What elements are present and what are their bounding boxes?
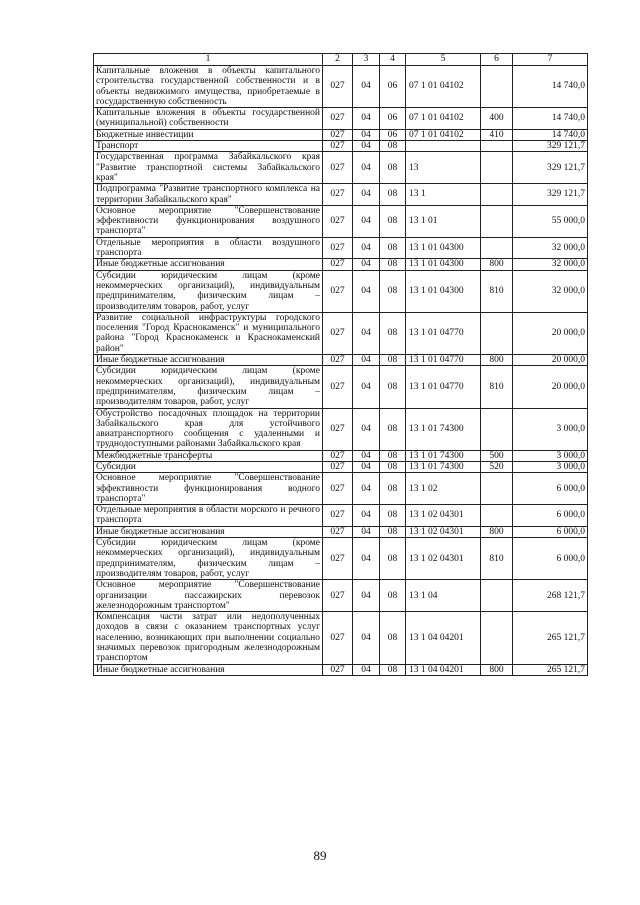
table-row	[94, 152, 588, 184]
table-row	[94, 66, 588, 108]
cell-subsection: 08	[380, 312, 406, 354]
cell-section: 04	[353, 580, 380, 612]
table-row	[94, 612, 588, 664]
cell-amount: 268 121,7	[513, 580, 588, 612]
cell-subsection: 08	[380, 461, 406, 472]
page-number: 89	[313, 848, 327, 863]
cell-name: Субсидии юридическим лицам (кроме некоммерческих организаций), индивидуальным предпринимателям, физическим лицам – производителям товаров, работ, услуг	[94, 366, 323, 408]
cell-amount: 329 121,7	[513, 184, 588, 206]
cell-subsection: 08	[380, 505, 406, 527]
table-row	[94, 366, 588, 408]
table-row	[94, 450, 588, 461]
cell-expense-type: 810	[481, 366, 513, 408]
cell-section: 04	[353, 270, 380, 312]
cell-amount: 20 000,0	[513, 312, 588, 354]
cell-admin-code: 027	[323, 580, 353, 612]
table-row	[94, 408, 588, 450]
table-row	[94, 259, 588, 270]
cell-admin-code: 027	[323, 473, 353, 505]
cell-section: 04	[353, 205, 380, 237]
cell-admin-code: 027	[323, 141, 353, 152]
cell-subsection: 08	[380, 366, 406, 408]
column-header-7: 7	[513, 54, 588, 66]
cell-expense-type	[481, 237, 513, 259]
cell-amount: 32 000,0	[513, 259, 588, 270]
cell-name: Государственная программа Забайкальского края "Развитие транспортной системы Забайкальского края"	[94, 152, 323, 184]
cell-admin-code: 027	[323, 312, 353, 354]
cell-name: Основное мероприятие "Совершенствование эффективности функционирования водного транспорта"	[94, 473, 323, 505]
cell-section: 04	[353, 612, 380, 664]
cell-amount: 3 000,0	[513, 408, 588, 450]
cell-expense-type	[481, 66, 513, 108]
table-row	[94, 580, 588, 612]
column-header-4: 4	[380, 54, 406, 66]
cell-name: Субсидии юридическим лицам (кроме некоммерческих организаций), индивидуальным предпринимателям, физическим лицам – производителям товаров, работ, услуг	[94, 270, 323, 312]
table-row	[94, 108, 588, 130]
cell-subsection: 08	[380, 184, 406, 206]
cell-name: Иные бюджетные ассигнования	[94, 664, 323, 675]
cell-section: 04	[353, 505, 380, 527]
cell-expense-type: 500	[481, 450, 513, 461]
table-row	[94, 664, 588, 675]
cell-admin-code: 027	[323, 538, 353, 580]
cell-amount: 6 000,0	[513, 526, 588, 537]
cell-name: Подпрограмма "Развитие транспортного комплекса на территории Забайкальского края"	[94, 184, 323, 206]
cell-name: Основное мероприятие "Совершенствование организации пассажирских перевозок железнодорожным транспортом"	[94, 580, 323, 612]
table-row	[94, 237, 588, 259]
cell-section: 04	[353, 366, 380, 408]
cell-expense-type	[481, 505, 513, 527]
cell-target-article: 07 1 01 04102	[406, 129, 481, 140]
cell-amount: 32 000,0	[513, 270, 588, 312]
cell-section: 04	[353, 141, 380, 152]
cell-amount: 329 121,7	[513, 152, 588, 184]
cell-amount: 329 121,7	[513, 141, 588, 152]
cell-section: 04	[353, 538, 380, 580]
cell-target-article: 13	[406, 152, 481, 184]
cell-name: Субсидии	[94, 461, 323, 472]
cell-section: 04	[353, 237, 380, 259]
cell-expense-type	[481, 205, 513, 237]
cell-subsection: 08	[380, 612, 406, 664]
cell-target-article: 07 1 01 04102	[406, 108, 481, 130]
cell-admin-code: 027	[323, 270, 353, 312]
cell-expense-type: 800	[481, 355, 513, 366]
cell-subsection: 06	[380, 108, 406, 130]
table-row	[94, 505, 588, 527]
cell-subsection: 06	[380, 66, 406, 108]
cell-amount: 6 000,0	[513, 538, 588, 580]
cell-target-article: 13 1 01 74300	[406, 461, 481, 472]
cell-target-article: 13 1 02 04301	[406, 505, 481, 527]
cell-subsection: 08	[380, 450, 406, 461]
cell-subsection: 08	[380, 152, 406, 184]
cell-name: Иные бюджетные ассигнования	[94, 355, 323, 366]
cell-admin-code: 027	[323, 355, 353, 366]
cell-expense-type	[481, 152, 513, 184]
table-row	[94, 184, 588, 206]
cell-target-article: 13 1 02 04301	[406, 526, 481, 537]
table-row	[94, 526, 588, 537]
cell-section: 04	[353, 312, 380, 354]
cell-target-article: 13 1 04	[406, 580, 481, 612]
cell-name: Компенсация части затрат или недополученных доходов в связи с оказанием транспортных услуг населению, возникающих при выполнении социально значимых перевозок пригородным железнодорожным транспортом	[94, 612, 323, 664]
cell-subsection: 08	[380, 259, 406, 270]
table-row	[94, 538, 588, 580]
table-row	[94, 473, 588, 505]
cell-admin-code: 027	[323, 664, 353, 675]
cell-admin-code: 027	[323, 526, 353, 537]
cell-subsection: 08	[380, 664, 406, 675]
cell-name: Иные бюджетные ассигнования	[94, 259, 323, 270]
cell-target-article: 13 1 01 04300	[406, 270, 481, 312]
cell-expense-type	[481, 612, 513, 664]
table-row	[94, 141, 588, 152]
cell-admin-code: 027	[323, 66, 353, 108]
cell-name: Иные бюджетные ассигнования	[94, 526, 323, 537]
cell-section: 04	[353, 129, 380, 140]
cell-admin-code: 027	[323, 461, 353, 472]
cell-amount: 55 000,0	[513, 205, 588, 237]
cell-expense-type: 800	[481, 526, 513, 537]
cell-subsection: 08	[380, 355, 406, 366]
cell-section: 04	[353, 259, 380, 270]
cell-amount: 20 000,0	[513, 366, 588, 408]
cell-admin-code: 027	[323, 184, 353, 206]
cell-section: 04	[353, 408, 380, 450]
cell-name: Капитальные вложения в объекты государственной (муниципальной) собственности	[94, 108, 323, 130]
table-row	[94, 355, 588, 366]
cell-name: Бюджетные инвестиции	[94, 129, 323, 140]
cell-subsection: 08	[380, 141, 406, 152]
cell-admin-code: 027	[323, 408, 353, 450]
cell-subsection: 08	[380, 526, 406, 537]
cell-expense-type: 800	[481, 664, 513, 675]
cell-expense-type	[481, 312, 513, 354]
cell-section: 04	[353, 461, 380, 472]
cell-admin-code: 027	[323, 205, 353, 237]
cell-target-article: 13 1 01 04300	[406, 237, 481, 259]
cell-section: 04	[353, 355, 380, 366]
table-row	[94, 461, 588, 472]
column-header-2: 2	[323, 54, 353, 66]
cell-expense-type: 520	[481, 461, 513, 472]
cell-expense-type	[481, 473, 513, 505]
cell-target-article: 13 1 02	[406, 473, 481, 505]
cell-expense-type	[481, 580, 513, 612]
cell-target-article: 13 1 01	[406, 205, 481, 237]
column-header-1: 1	[94, 54, 323, 66]
cell-expense-type	[481, 184, 513, 206]
cell-subsection: 08	[380, 580, 406, 612]
cell-target-article: 13 1 04 04201	[406, 612, 481, 664]
cell-target-article: 13 1	[406, 184, 481, 206]
cell-expense-type: 800	[481, 259, 513, 270]
cell-expense-type: 400	[481, 108, 513, 130]
cell-admin-code: 027	[323, 259, 353, 270]
cell-admin-code: 027	[323, 450, 353, 461]
cell-target-article: 13 1 01 74300	[406, 450, 481, 461]
cell-name: Транспорт	[94, 141, 323, 152]
table-row	[94, 129, 588, 140]
cell-name: Капитальные вложения в объекты капитального строительства государственной собственности и в объекты недвижимого имущества, приобретаемые в государственную собственность	[94, 66, 323, 108]
cell-name: Основное мероприятие "Совершенствование эффективности функционирования воздушного транспорта"	[94, 205, 323, 237]
cell-section: 04	[353, 152, 380, 184]
cell-amount: 14 740,0	[513, 108, 588, 130]
table-row	[94, 312, 588, 354]
cell-target-article: 07 1 01 04102	[406, 66, 481, 108]
cell-amount: 3 000,0	[513, 450, 588, 461]
cell-section: 04	[353, 473, 380, 505]
cell-amount: 265 121,7	[513, 612, 588, 664]
cell-amount: 6 000,0	[513, 505, 588, 527]
cell-expense-type: 410	[481, 129, 513, 140]
cell-amount: 20 000,0	[513, 355, 588, 366]
cell-target-article: 13 1 01 04770	[406, 355, 481, 366]
cell-target-article	[406, 141, 481, 152]
cell-target-article: 13 1 02 04301	[406, 538, 481, 580]
cell-subsection: 08	[380, 237, 406, 259]
cell-section: 04	[353, 450, 380, 461]
cell-name: Отдельные мероприятия в области воздушного транспорта	[94, 237, 323, 259]
cell-admin-code: 027	[323, 129, 353, 140]
cell-admin-code: 027	[323, 612, 353, 664]
cell-amount: 14 740,0	[513, 66, 588, 108]
table-header-row	[94, 54, 588, 66]
budget-table	[93, 53, 588, 676]
cell-section: 04	[353, 66, 380, 108]
cell-subsection: 08	[380, 408, 406, 450]
cell-admin-code: 027	[323, 152, 353, 184]
cell-admin-code: 027	[323, 366, 353, 408]
cell-target-article: 13 1 01 74300	[406, 408, 481, 450]
cell-amount: 6 000,0	[513, 473, 588, 505]
cell-admin-code: 027	[323, 237, 353, 259]
column-header-6: 6	[481, 54, 513, 66]
cell-name: Обустройство посадочных площадок на территории Забайкальского края для устойчивого авиатранспортного сообщения с удаленными и труднодоступными районами Забайкальского края	[94, 408, 323, 450]
cell-expense-type	[481, 408, 513, 450]
cell-section: 04	[353, 664, 380, 675]
cell-name: Отдельные мероприятия в области морского и речного транспорта	[94, 505, 323, 527]
cell-target-article: 13 1 04 04201	[406, 664, 481, 675]
cell-amount: 14 740,0	[513, 129, 588, 140]
cell-amount: 32 000,0	[513, 237, 588, 259]
cell-name: Субсидии юридическим лицам (кроме некоммерческих организаций), индивидуальным предпринимателям, физическим лицам – производителям товаров, работ, услуг	[94, 538, 323, 580]
cell-section: 04	[353, 526, 380, 537]
cell-name: Межбюджетные трансферты	[94, 450, 323, 461]
cell-subsection: 08	[380, 205, 406, 237]
table-row	[94, 270, 588, 312]
cell-subsection: 08	[380, 473, 406, 505]
cell-amount: 265 121,7	[513, 664, 588, 675]
column-header-3: 3	[353, 54, 380, 66]
cell-target-article: 13 1 01 04770	[406, 312, 481, 354]
column-header-5: 5	[406, 54, 481, 66]
cell-amount: 3 000,0	[513, 461, 588, 472]
cell-expense-type: 810	[481, 538, 513, 580]
cell-target-article: 13 1 01 04300	[406, 259, 481, 270]
cell-expense-type: 810	[481, 270, 513, 312]
cell-admin-code: 027	[323, 108, 353, 130]
cell-admin-code: 027	[323, 505, 353, 527]
cell-subsection: 08	[380, 538, 406, 580]
cell-subsection: 08	[380, 270, 406, 312]
cell-section: 04	[353, 184, 380, 206]
cell-name: Развитие социальной инфраструктуры городского поселения "Город Краснокаменск" и муниципального района "Город Краснокаменск и Краснокаменский район"	[94, 312, 323, 354]
table-row	[94, 205, 588, 237]
cell-subsection: 06	[380, 129, 406, 140]
cell-expense-type	[481, 141, 513, 152]
cell-target-article: 13 1 01 04770	[406, 366, 481, 408]
table-body	[94, 66, 588, 676]
cell-section: 04	[353, 108, 380, 130]
